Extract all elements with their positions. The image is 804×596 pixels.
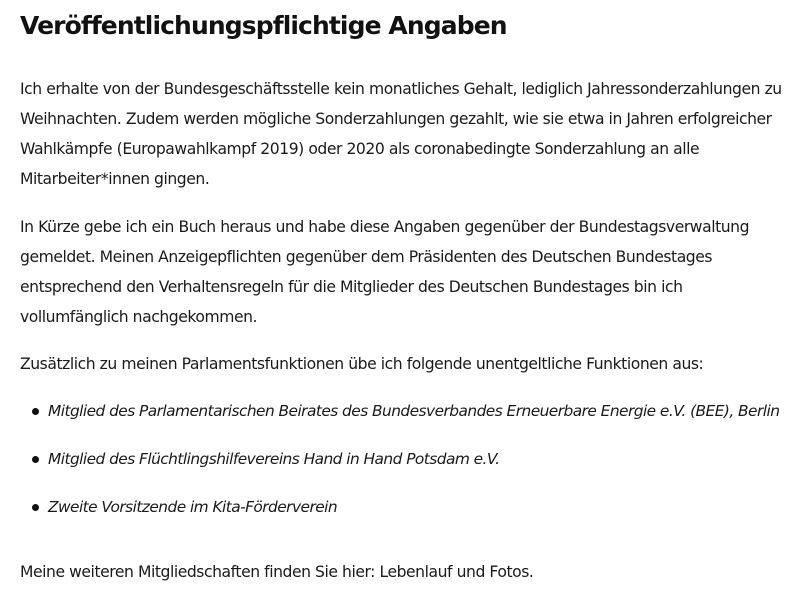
list-item <box>20 444 804 492</box>
bullet-icon <box>32 408 39 415</box>
bullet-icon <box>32 504 39 511</box>
functions-intro-paragraph: Zusätzlich zu meinen Parlamentsfunktionen übe ich folgende unentgeltliche Funktionen aus: <box>20 355 704 373</box>
list-item <box>20 492 804 540</box>
page-title: Veröffentlichungspflichtige Angaben <box>20 11 507 40</box>
bullet-icon <box>32 456 39 463</box>
list-item <box>20 396 804 444</box>
book-paragraph: In Kürze gebe ich ein Buch heraus und habe diese Angaben gegenüber der Bundestagsverwaltung gemeldet. Meinen Anzeigepflichten gegenüber dem Präsidenten des Deutschen Bundestages entsprechend den Verhaltensregeln für die Mitglieder des Deutschen Bundestages bin ich vollumfänglich nachgekommen. <box>20 218 750 326</box>
memberships-paragraph: Meine weiteren Mitgliedschaften finden Sie hier: Lebenlauf und Fotos. <box>20 563 534 581</box>
list-item-text: Mitglied des Parlamentarischen Beirates des Bundesverbandes Erneuerbare Energie e.V. (BEE), Berlin <box>48 402 780 420</box>
list-item-text: Mitglied des Flüchtlingshilfevereins Hand in Hand Potsdam e.V. <box>48 450 500 468</box>
list-item-text: Zweite Vorsitzende im Kita-Förderverein <box>48 498 338 516</box>
salary-paragraph: Ich erhalte von der Bundesgeschäftsstelle kein monatliches Gehalt, lediglich Jahressonderzahlungen zu Weihnachten. Zudem werden mögliche Sonderzahlungen gezahlt, wie sie etwa in Jahren erfolgreicher Wahlkämpfe (Europawahlkampf 2019) oder 2020 als coronabedingte Sonderzahlung an alle Mitarbeiter*innen gingen. <box>20 80 782 188</box>
functions-list <box>20 396 804 540</box>
